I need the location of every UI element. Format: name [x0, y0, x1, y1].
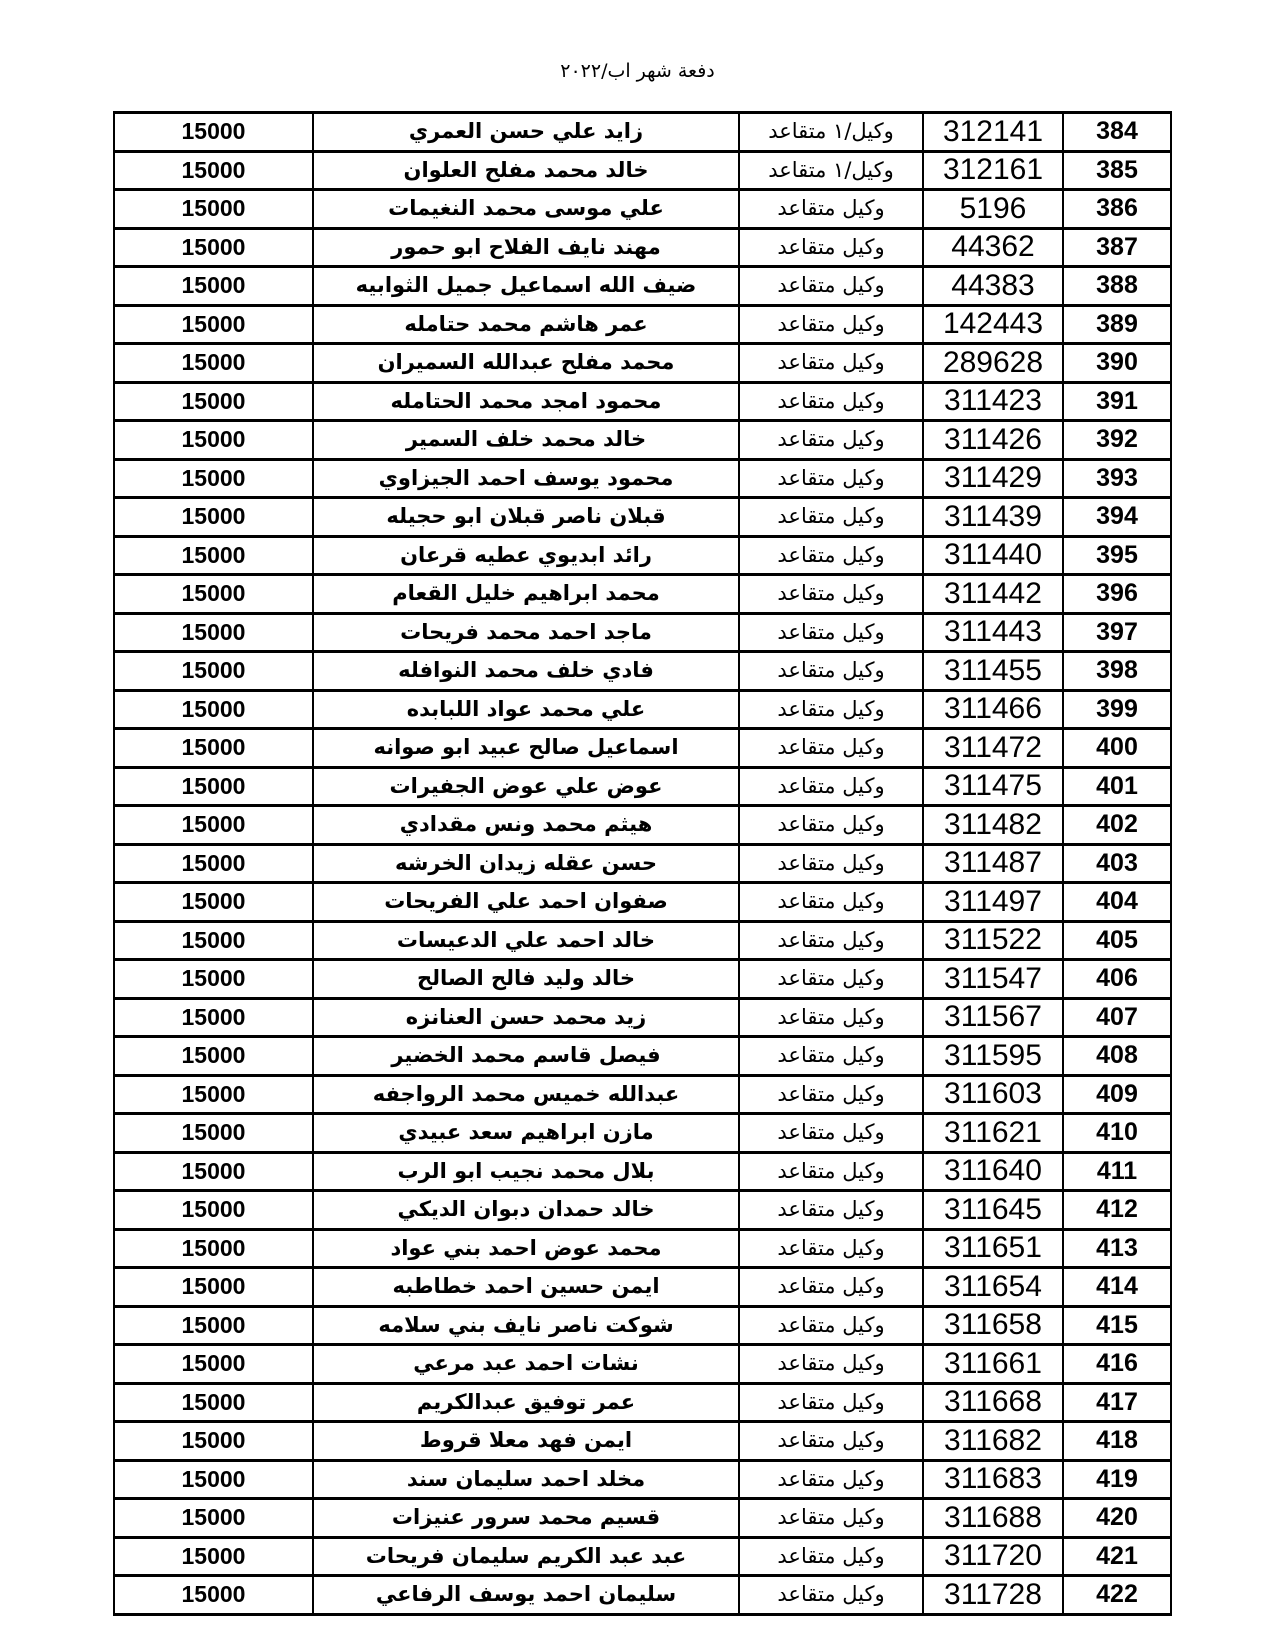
rank-cell: وكيل متقاعد: [739, 652, 923, 691]
name-cell: خالد وليد فالح الصالح: [313, 960, 739, 999]
amount-cell: 15000: [114, 1383, 313, 1422]
name-cell: نشات احمد عبد مرعي: [313, 1345, 739, 1384]
serial-number-cell: 390: [1063, 344, 1171, 383]
name-cell: ايمن فهد معلا قروط: [313, 1422, 739, 1461]
id-number-cell: 311728: [923, 1576, 1063, 1615]
amount-cell: 15000: [114, 1576, 313, 1615]
table-row: [114, 190, 1171, 229]
serial-number-cell: 417: [1063, 1383, 1171, 1422]
table-row: [114, 1075, 1171, 1114]
amount-cell: 15000: [114, 1268, 313, 1307]
name-cell: محمود امجد محمد الحتامله: [313, 382, 739, 421]
table-row: [114, 498, 1171, 537]
name-cell: سليمان احمد يوسف الرفاعي: [313, 1576, 739, 1615]
rank-cell: وكيل متقاعد: [739, 690, 923, 729]
id-number-cell: 311439: [923, 498, 1063, 537]
serial-number-cell: 388: [1063, 267, 1171, 306]
name-cell: ضيف الله اسماعيل جميل الثوابيه: [313, 267, 739, 306]
amount-cell: 15000: [114, 1345, 313, 1384]
name-cell: عمر توفيق عبدالكريم: [313, 1383, 739, 1422]
id-number-cell: 311440: [923, 536, 1063, 575]
serial-number-cell: 422: [1063, 1576, 1171, 1615]
rank-cell: وكيل متقاعد: [739, 1499, 923, 1538]
id-number-cell: 311442: [923, 575, 1063, 614]
amount-cell: 15000: [114, 113, 313, 152]
id-number-cell: 311426: [923, 421, 1063, 460]
serial-number-cell: 391: [1063, 382, 1171, 421]
table-row: [114, 883, 1171, 922]
amount-cell: 15000: [114, 1114, 313, 1153]
serial-number-cell: 409: [1063, 1075, 1171, 1114]
rank-cell: وكيل متقاعد: [739, 960, 923, 999]
serial-number-cell: 389: [1063, 305, 1171, 344]
table-row: [114, 729, 1171, 768]
amount-cell: 15000: [114, 421, 313, 460]
serial-number-cell: 385: [1063, 151, 1171, 190]
rank-cell: وكيل/١ متقاعد: [739, 113, 923, 152]
rank-cell: وكيل متقاعد: [739, 729, 923, 768]
amount-cell: 15000: [114, 1460, 313, 1499]
table-row: [114, 1152, 1171, 1191]
table-row: [114, 382, 1171, 421]
rank-cell: وكيل متقاعد: [739, 459, 923, 498]
table-row: [114, 921, 1171, 960]
name-cell: فادي خلف محمد النوافله: [313, 652, 739, 691]
id-number-cell: 311567: [923, 998, 1063, 1037]
table-row: [114, 1191, 1171, 1230]
amount-cell: 15000: [114, 305, 313, 344]
serial-number-cell: 421: [1063, 1537, 1171, 1576]
id-number-cell: 5196: [923, 190, 1063, 229]
id-number-cell: 311595: [923, 1037, 1063, 1076]
rank-cell: وكيل متقاعد: [739, 806, 923, 845]
amount-cell: 15000: [114, 690, 313, 729]
serial-number-cell: 412: [1063, 1191, 1171, 1230]
serial-number-cell: 408: [1063, 1037, 1171, 1076]
page-title: دفعة شهر اب/٢٠٢٢: [560, 60, 715, 82]
id-number-cell: 311621: [923, 1114, 1063, 1153]
amount-cell: 15000: [114, 844, 313, 883]
serial-number-cell: 392: [1063, 421, 1171, 460]
serial-number-cell: 418: [1063, 1422, 1171, 1461]
id-number-cell: 311603: [923, 1075, 1063, 1114]
name-cell: محمد عوض احمد بني عواد: [313, 1229, 739, 1268]
name-cell: رائد ابديوي عطيه قرعان: [313, 536, 739, 575]
rank-cell: وكيل متقاعد: [739, 382, 923, 421]
name-cell: محمد ابراهيم خليل القعام: [313, 575, 739, 614]
table-row: [114, 1576, 1171, 1615]
name-cell: مازن ابراهيم سعد عبيدي: [313, 1114, 739, 1153]
serial-number-cell: 398: [1063, 652, 1171, 691]
serial-number-cell: 415: [1063, 1306, 1171, 1345]
serial-number-cell: 396: [1063, 575, 1171, 614]
name-cell: مهند نايف الفلاح ابو حمور: [313, 228, 739, 267]
name-cell: بلال محمد نجيب ابو الرب: [313, 1152, 739, 1191]
rank-cell: وكيل متقاعد: [739, 1037, 923, 1076]
table-row: [114, 844, 1171, 883]
rank-cell: وكيل متقاعد: [739, 344, 923, 383]
table-row: [114, 344, 1171, 383]
rank-cell: وكيل متقاعد: [739, 1306, 923, 1345]
id-number-cell: 311658: [923, 1306, 1063, 1345]
table-row: [114, 1037, 1171, 1076]
rank-cell: وكيل متقاعد: [739, 1537, 923, 1576]
amount-cell: 15000: [114, 652, 313, 691]
serial-number-cell: 399: [1063, 690, 1171, 729]
serial-number-cell: 387: [1063, 228, 1171, 267]
name-cell: زايد علي حسن العمري: [313, 113, 739, 152]
id-number-cell: 311651: [923, 1229, 1063, 1268]
table-row: [114, 536, 1171, 575]
rank-cell: وكيل متقاعد: [739, 498, 923, 537]
amount-cell: 15000: [114, 998, 313, 1037]
amount-cell: 15000: [114, 1075, 313, 1114]
amount-cell: 15000: [114, 1037, 313, 1076]
rank-cell: وكيل متقاعد: [739, 190, 923, 229]
rank-cell: وكيل متقاعد: [739, 1152, 923, 1191]
rank-cell: وكيل متقاعد: [739, 267, 923, 306]
table-row: [114, 1383, 1171, 1422]
table-row: [114, 767, 1171, 806]
amount-cell: 15000: [114, 151, 313, 190]
rank-cell: وكيل متقاعد: [739, 1075, 923, 1114]
amount-cell: 15000: [114, 1306, 313, 1345]
rank-cell: وكيل/١ متقاعد: [739, 151, 923, 190]
table-row: [114, 459, 1171, 498]
amount-cell: 15000: [114, 767, 313, 806]
name-cell: ايمن حسين احمد خطاطبه: [313, 1268, 739, 1307]
name-cell: اسماعيل صالح عبيد ابو صوانه: [313, 729, 739, 768]
amount-cell: 15000: [114, 1152, 313, 1191]
id-number-cell: 44362: [923, 228, 1063, 267]
amount-cell: 15000: [114, 575, 313, 614]
table-row: [114, 998, 1171, 1037]
rank-cell: وكيل متقاعد: [739, 613, 923, 652]
name-cell: عبدالله خميس محمد الرواجفه: [313, 1075, 739, 1114]
serial-number-cell: 407: [1063, 998, 1171, 1037]
serial-number-cell: 400: [1063, 729, 1171, 768]
name-cell: محمد مفلح عبدالله السميران: [313, 344, 739, 383]
table-row: [114, 1229, 1171, 1268]
serial-number-cell: 403: [1063, 844, 1171, 883]
name-cell: عبد عبد الكريم سليمان فريحات: [313, 1537, 739, 1576]
table-row: [114, 1460, 1171, 1499]
amount-cell: 15000: [114, 613, 313, 652]
name-cell: صفوان احمد علي الفريحات: [313, 883, 739, 922]
name-cell: خالد احمد علي الدعيسات: [313, 921, 739, 960]
amount-cell: 15000: [114, 1537, 313, 1576]
id-number-cell: 311482: [923, 806, 1063, 845]
name-cell: حسن عقله زيدان الخرشه: [313, 844, 739, 883]
serial-number-cell: 419: [1063, 1460, 1171, 1499]
table-row: [114, 305, 1171, 344]
amount-cell: 15000: [114, 921, 313, 960]
serial-number-cell: 411: [1063, 1152, 1171, 1191]
id-number-cell: 311455: [923, 652, 1063, 691]
rank-cell: وكيل متقاعد: [739, 767, 923, 806]
name-cell: قسيم محمد سرور عنيزات: [313, 1499, 739, 1538]
name-cell: علي محمد عواد اللبابده: [313, 690, 739, 729]
serial-number-cell: 404: [1063, 883, 1171, 922]
amount-cell: 15000: [114, 459, 313, 498]
name-cell: عمر هاشم محمد حتامله: [313, 305, 739, 344]
name-cell: شوكت ناصر نايف بني سلامه: [313, 1306, 739, 1345]
rank-cell: وكيل متقاعد: [739, 1383, 923, 1422]
name-cell: قبلان ناصر قبلان ابو حجيله: [313, 498, 739, 537]
rank-cell: وكيل متقاعد: [739, 1345, 923, 1384]
table-row: [114, 960, 1171, 999]
id-number-cell: 311423: [923, 382, 1063, 421]
rank-cell: وكيل متقاعد: [739, 536, 923, 575]
amount-cell: 15000: [114, 536, 313, 575]
id-number-cell: 311654: [923, 1268, 1063, 1307]
rank-cell: وكيل متقاعد: [739, 998, 923, 1037]
name-cell: خالد حمدان دبوان الديكي: [313, 1191, 739, 1230]
table-row: [114, 1268, 1171, 1307]
table-row: [114, 1537, 1171, 1576]
id-number-cell: 44383: [923, 267, 1063, 306]
rank-cell: وكيل متقاعد: [739, 1191, 923, 1230]
id-number-cell: 311472: [923, 729, 1063, 768]
table-row: [114, 267, 1171, 306]
id-number-cell: 311466: [923, 690, 1063, 729]
table-row: [114, 575, 1171, 614]
serial-number-cell: 406: [1063, 960, 1171, 999]
rank-cell: وكيل متقاعد: [739, 575, 923, 614]
amount-cell: 15000: [114, 1191, 313, 1230]
id-number-cell: 311547: [923, 960, 1063, 999]
name-cell: فيصل قاسم محمد الخضير: [313, 1037, 739, 1076]
table-row: [114, 1114, 1171, 1153]
name-cell: خالد محمد مفلح العلوان: [313, 151, 739, 190]
name-cell: مخلد احمد سليمان سند: [313, 1460, 739, 1499]
name-cell: ماجد احمد محمد فريحات: [313, 613, 739, 652]
table-row: [114, 228, 1171, 267]
name-cell: هيثم محمد ونس مقدادي: [313, 806, 739, 845]
table-row: [114, 652, 1171, 691]
id-number-cell: 311645: [923, 1191, 1063, 1230]
serial-number-cell: 384: [1063, 113, 1171, 152]
id-number-cell: 311720: [923, 1537, 1063, 1576]
rank-cell: وكيل متقاعد: [739, 883, 923, 922]
id-number-cell: 311443: [923, 613, 1063, 652]
serial-number-cell: 405: [1063, 921, 1171, 960]
id-number-cell: 311429: [923, 459, 1063, 498]
rank-cell: وكيل متقاعد: [739, 921, 923, 960]
amount-cell: 15000: [114, 1422, 313, 1461]
id-number-cell: 311640: [923, 1152, 1063, 1191]
serial-number-cell: 386: [1063, 190, 1171, 229]
id-number-cell: 312141: [923, 113, 1063, 152]
table-row: [114, 1499, 1171, 1538]
id-number-cell: 311497: [923, 883, 1063, 922]
id-number-cell: 311661: [923, 1345, 1063, 1384]
serial-number-cell: 414: [1063, 1268, 1171, 1307]
name-cell: عوض علي عوض الجفيرات: [313, 767, 739, 806]
serial-number-cell: 394: [1063, 498, 1171, 537]
rank-cell: وكيل متقاعد: [739, 1576, 923, 1615]
id-number-cell: 289628: [923, 344, 1063, 383]
rank-cell: وكيل متقاعد: [739, 421, 923, 460]
amount-cell: 15000: [114, 729, 313, 768]
rank-cell: وكيل متقاعد: [739, 1114, 923, 1153]
table-row: [114, 1306, 1171, 1345]
id-number-cell: 311668: [923, 1383, 1063, 1422]
amount-cell: 15000: [114, 382, 313, 421]
id-number-cell: 311688: [923, 1499, 1063, 1538]
table-row: [114, 113, 1171, 152]
name-cell: علي موسى محمد النغيمات: [313, 190, 739, 229]
serial-number-cell: 416: [1063, 1345, 1171, 1384]
serial-number-cell: 413: [1063, 1229, 1171, 1268]
amount-cell: 15000: [114, 228, 313, 267]
name-cell: زيد محمد حسن العنانزه: [313, 998, 739, 1037]
name-cell: خالد محمد خلف السمير: [313, 421, 739, 460]
serial-number-cell: 395: [1063, 536, 1171, 575]
serial-number-cell: 397: [1063, 613, 1171, 652]
amount-cell: 15000: [114, 267, 313, 306]
id-number-cell: 311487: [923, 844, 1063, 883]
table-row: [114, 806, 1171, 845]
rank-cell: وكيل متقاعد: [739, 305, 923, 344]
table-row: [114, 613, 1171, 652]
serial-number-cell: 420: [1063, 1499, 1171, 1538]
amount-cell: 15000: [114, 806, 313, 845]
serial-number-cell: 393: [1063, 459, 1171, 498]
amount-cell: 15000: [114, 344, 313, 383]
amount-cell: 15000: [114, 960, 313, 999]
table-row: [114, 421, 1171, 460]
id-number-cell: 312161: [923, 151, 1063, 190]
amount-cell: 15000: [114, 190, 313, 229]
table-row: [114, 1345, 1171, 1384]
amount-cell: 15000: [114, 883, 313, 922]
table-row: [114, 151, 1171, 190]
retirees-table: [113, 111, 1172, 1616]
rank-cell: وكيل متقاعد: [739, 1460, 923, 1499]
rank-cell: وكيل متقاعد: [739, 228, 923, 267]
id-number-cell: 142443: [923, 305, 1063, 344]
id-number-cell: 311475: [923, 767, 1063, 806]
table-row: [114, 690, 1171, 729]
serial-number-cell: 410: [1063, 1114, 1171, 1153]
amount-cell: 15000: [114, 1499, 313, 1538]
id-number-cell: 311682: [923, 1422, 1063, 1461]
amount-cell: 15000: [114, 1229, 313, 1268]
table-row: [114, 1422, 1171, 1461]
rank-cell: وكيل متقاعد: [739, 844, 923, 883]
serial-number-cell: 402: [1063, 806, 1171, 845]
rank-cell: وكيل متقاعد: [739, 1268, 923, 1307]
rank-cell: وكيل متقاعد: [739, 1422, 923, 1461]
serial-number-cell: 401: [1063, 767, 1171, 806]
amount-cell: 15000: [114, 498, 313, 537]
rank-cell: وكيل متقاعد: [739, 1229, 923, 1268]
name-cell: محمود يوسف احمد الجيزاوي: [313, 459, 739, 498]
id-number-cell: 311683: [923, 1460, 1063, 1499]
id-number-cell: 311522: [923, 921, 1063, 960]
